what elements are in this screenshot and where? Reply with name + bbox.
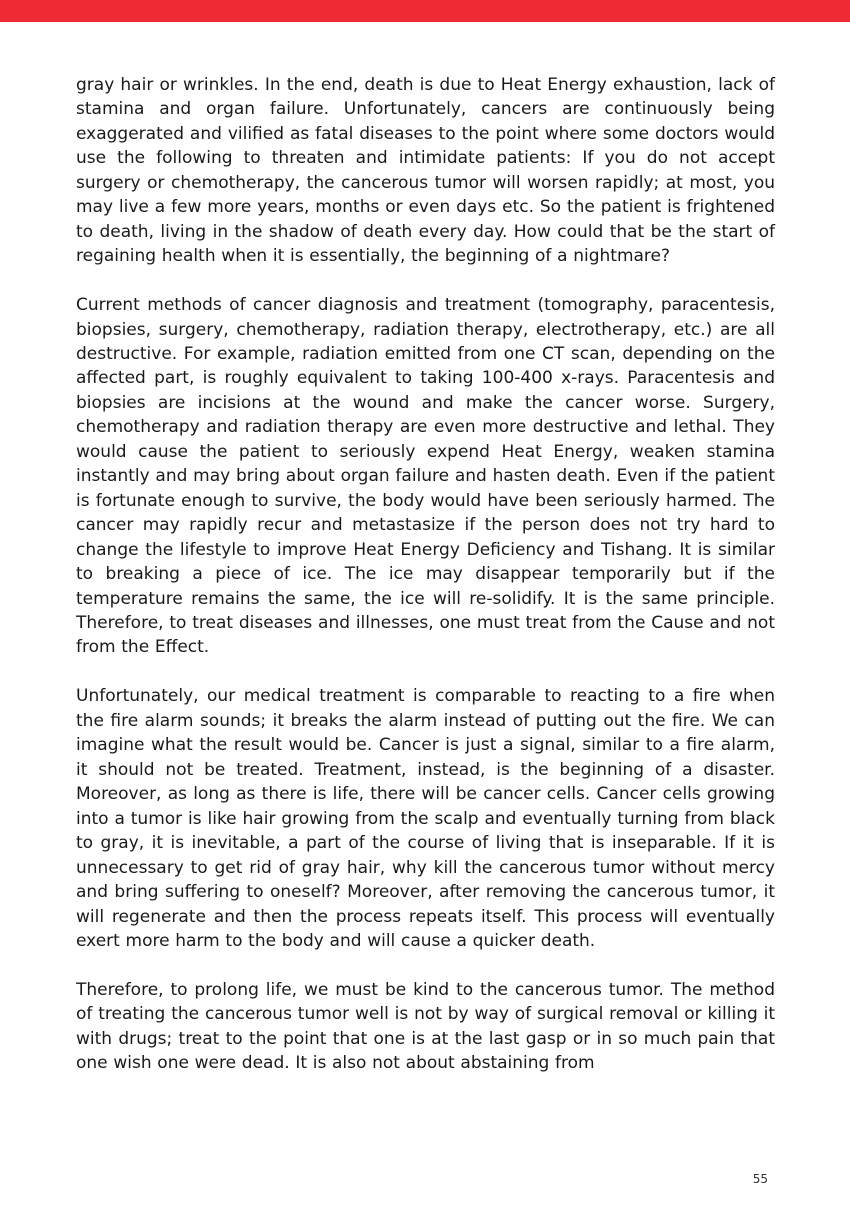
page-number: 55 [752,1172,768,1186]
body-paragraph-3: Unfortunately, our medical treatment is comparable to reacting to a fire when the fire alarm sounds; it breaks the alarm instead of putting out the fire. We can imagine what the result would be. Cancer is just a signal, similar to a fire alarm, it should not be treated. Treatment, instead, is the beginning of a disaster. Moreover, as long as there is life, there will be cancer cells. Cancer cells growing into a tumor is like hair growing from the scalp and eventually turning from black to gray, it is inevitable, a part of the course of living that is inseparable. If it is unnecessary to get rid of gray hair, why kill the cancerous tumor without mercy and bring suffering to oneself? Moreover, after removing the cancerous tumor, it will regenerate and then the process repeats itself. This process will eventually exert more harm to the body and will cause a quicker death. [76,686,775,951]
body-paragraph-2: Current methods of cancer diagnosis and treatment (tomography, paracentesis, biopsies, surgery, chemotherapy, radiation therapy, electrotherapy, etc.) are all destructive. For example, radiation emitted from one CT scan, depending on the affected part, is roughly equivalent to taking 100-400 x-rays. Paracentesis and biopsies are incisions at the wound and make the cancer worse. Surgery, chemotherapy and radiation therapy are even more destructive and lethal. They would cause the patient to seriously expend Heat Energy, weaken stamina instantly and may bring about organ failure and hasten death. Even if the patient is fortunate enough to survive, the body would have been seriously harmed. The cancer may rapidly recur and metastasize if the person does not try hard to change the lifestyle to improve Heat Energy Deficiency and Tishang. It is similar to breaking a piece of ice. The ice may disappear temporarily but if the temperature remains the same, the ice will re-solidify. It is the same principle. Therefore, to treat diseases and illnesses, one must treat from the Cause and not from the Effect. [76,295,775,658]
body-paragraph-4: Therefore, to prolong life, we must be kind to the cancerous tumor. The method of treating the cancerous tumor well is not by way of surgical removal or killing it with drugs; treat to the point that one is at the last gasp or in so much pain that one wish one were dead. It is also not about abstaining from [76,979,775,1074]
header-color-bar [0,0,850,22]
page-body [76,73,775,1076]
body-paragraph-1: gray hair or wrinkles. In the end, death is due to Heat Energy exhaustion, lack of stamina and organ failure. Unfortunately, cancers are continuously being exaggerated and vilified as fatal diseases to the point where some doctors would use the following to threaten and intimidate patients: If you do not accept surgery or chemotherapy, the cancerous tumor will worsen rapidly; at most, you may live a few more years, months or even days etc. So the patient is frightened to death, living in the shadow of death every day. How could that be the start of regaining health when it is essentially, the beginning of a nightmare? [76,75,775,267]
